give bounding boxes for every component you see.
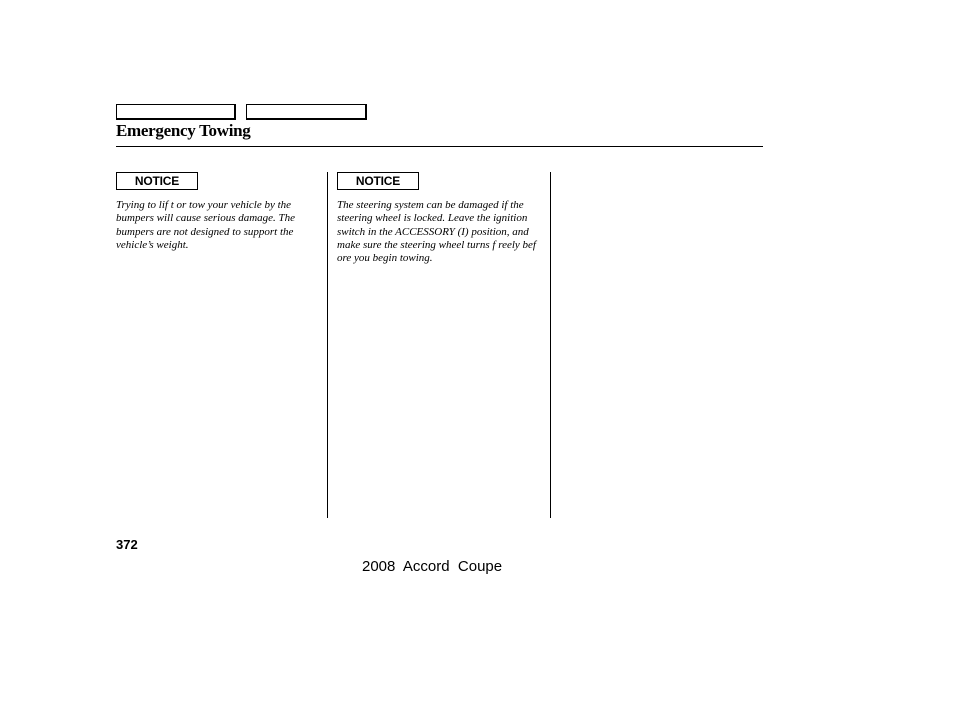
title-divider xyxy=(116,146,763,147)
column-divider xyxy=(327,172,328,518)
notice-text: Trying to lif t or tow your vehicle by the bumpers will cause serious damage. The bumpers are not designed to support the vehicle’s weight. xyxy=(116,199,296,251)
page-title: Emergency Towing xyxy=(116,121,251,140)
vehicle-model-footer: 2008 Accord Coupe xyxy=(362,558,503,575)
nav-tab-table-of-contents[interactable] xyxy=(246,104,367,120)
column-divider xyxy=(550,172,551,518)
notice-text: The steering system can be damaged if the steering wheel is locked. Leave the ignition switch in the ACCESSORY (I) position, and make sure the steering wheel turns f reely bef ore you begin towing. xyxy=(337,199,536,265)
notice-badge: NOTICE xyxy=(116,172,198,190)
nav-tab-main-menu[interactable] xyxy=(116,104,236,120)
notice-badge: NOTICE xyxy=(337,172,419,190)
page-number: 372 xyxy=(116,537,138,552)
